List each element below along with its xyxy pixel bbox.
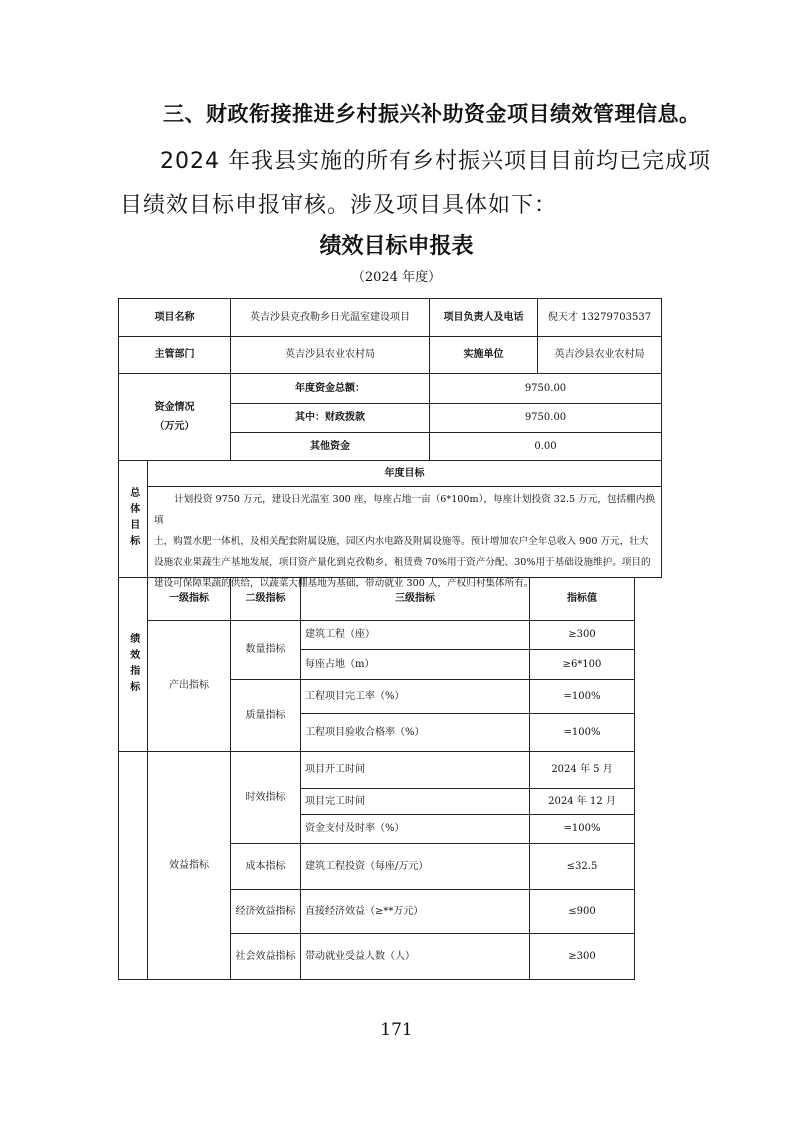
output-row-2-value: ≥6*100	[529, 649, 635, 680]
effect-row-1-name: 项目开工时间	[300, 751, 530, 789]
overall-target-side-label: 总体目标	[118, 460, 148, 578]
cost-indicator-label: 成本指标	[230, 843, 301, 890]
funds-label	[118, 373, 231, 461]
output-row-1-value: ≥300	[529, 620, 635, 650]
output-row-1-name: 建筑工程（座）	[300, 620, 530, 650]
effect-row-5-name: 直接经济效益（≥**万元）	[300, 889, 530, 934]
output-row-4-value: =100%	[529, 713, 635, 752]
project-name-value: 英吉沙县克孜勒乡日光温室建设项目	[230, 298, 430, 337]
intro-paragraph	[120, 140, 720, 228]
overall-target-header: 年度目标	[147, 460, 662, 487]
social-indicator-label: 社会效益指标	[230, 933, 301, 980]
overall-line-1: 计划投资 9750 万元，建设日光温室 300 座，每座占地一亩（6*100m），每座计划投资 32.5 万元，包括棚内换填	[154, 494, 655, 526]
effect-row-1-value: 2024 年 5 月	[529, 751, 635, 789]
output-row-3-value: =100%	[529, 679, 635, 714]
funds-total-label: 年度资金总额：	[230, 373, 430, 404]
funds-other-label: 其他资金	[230, 432, 430, 461]
overall-line-4: 建设可保障果蔬的供给，以蔬菜大棚基地为基础，带动就业 300 人，产权归村集体所有。	[154, 578, 534, 589]
header-value: 指标值	[529, 577, 635, 621]
quality-indicator-label: 质量指标	[230, 679, 301, 752]
project-name-label: 项目名称	[118, 298, 231, 337]
effect-row-6-value: ≥300	[529, 933, 635, 980]
quantity-indicator-label: 数量指标	[230, 620, 301, 680]
unit-label: 实施单位	[429, 336, 538, 374]
economic-indicator-label: 经济效益指标	[230, 889, 301, 934]
overall-line-2: 土，购置水肥一体机，及相关配套附属设施，园区内水电路及附属设施等。预计增加农户全年总收入 900 万元，壮大	[154, 536, 649, 547]
funds-total-value: 9750.00	[429, 373, 662, 404]
intro-line-1: 2024 年我县实施的所有乡村振兴项目目前均已完成项	[160, 149, 711, 174]
intro-line-2: 目绩效目标申报审核。涉及项目具体如下：	[120, 193, 558, 218]
indicators-side-blank	[118, 751, 148, 980]
effect-indicator-label: 效益指标	[147, 751, 231, 980]
overall-target-description	[147, 486, 662, 589]
effect-row-2-value: 2024 年 12 月	[529, 788, 635, 815]
funds-label-line2: （万元）	[154, 421, 195, 432]
dept-label: 主管部门	[118, 336, 231, 374]
funds-label-line1: 资金情况	[154, 401, 195, 413]
unit-value: 英吉沙县农业农村局	[537, 336, 662, 374]
page-number: 171	[380, 1020, 413, 1040]
dept-value: 英吉沙县农业农村局	[230, 336, 430, 374]
effect-row-3-value: =100%	[529, 814, 635, 844]
project-owner-label: 项目负责人及电话	[429, 298, 538, 337]
indicators-side-label: 绩效指标	[118, 577, 148, 752]
effect-row-2-name: 项目完工时间	[300, 788, 530, 815]
output-indicator-label: 产出指标	[147, 620, 231, 752]
project-owner-value: 倪天才 13279703537	[537, 298, 662, 337]
output-row-3-name: 工程项目完工率（%）	[300, 679, 530, 714]
header-level3: 三级指标	[300, 577, 530, 621]
section-heading: 三、财政衔接推进乡村振兴补助资金项目绩效管理信息。	[163, 102, 701, 126]
funds-fiscal-value: 9750.00	[429, 403, 662, 433]
effect-row-6-name: 带动就业受益人数（人）	[300, 933, 530, 980]
overall-line-3: 设施农业果蔬生产基地发展，项目资产量化到克孜勒乡，租赁费 70%用于资产分配、30%用于基础设施维护。项目的	[154, 557, 651, 568]
header-level2: 二级指标	[230, 577, 301, 621]
output-row-4-name: 工程项目验收合格率（%）	[300, 713, 530, 752]
funds-other-value: 0.00	[429, 432, 662, 461]
output-row-2-name: 每座占地（m）	[300, 649, 530, 680]
effect-row-3-name: 资金支付及时率（%）	[300, 814, 530, 844]
effect-row-5-value: ≤900	[529, 889, 635, 934]
time-indicator-label: 时效指标	[230, 751, 301, 844]
header-level1: 一级指标	[147, 577, 231, 621]
table-subtitle: （2024 年度）	[351, 270, 442, 285]
table-title: 绩效目标申报表	[319, 234, 474, 259]
funds-fiscal-label: 其中：财政拨款	[230, 403, 430, 433]
effect-row-4-value: ≤32.5	[529, 843, 635, 890]
effect-row-4-name: 建筑工程投资（每座/万元）	[300, 843, 530, 890]
